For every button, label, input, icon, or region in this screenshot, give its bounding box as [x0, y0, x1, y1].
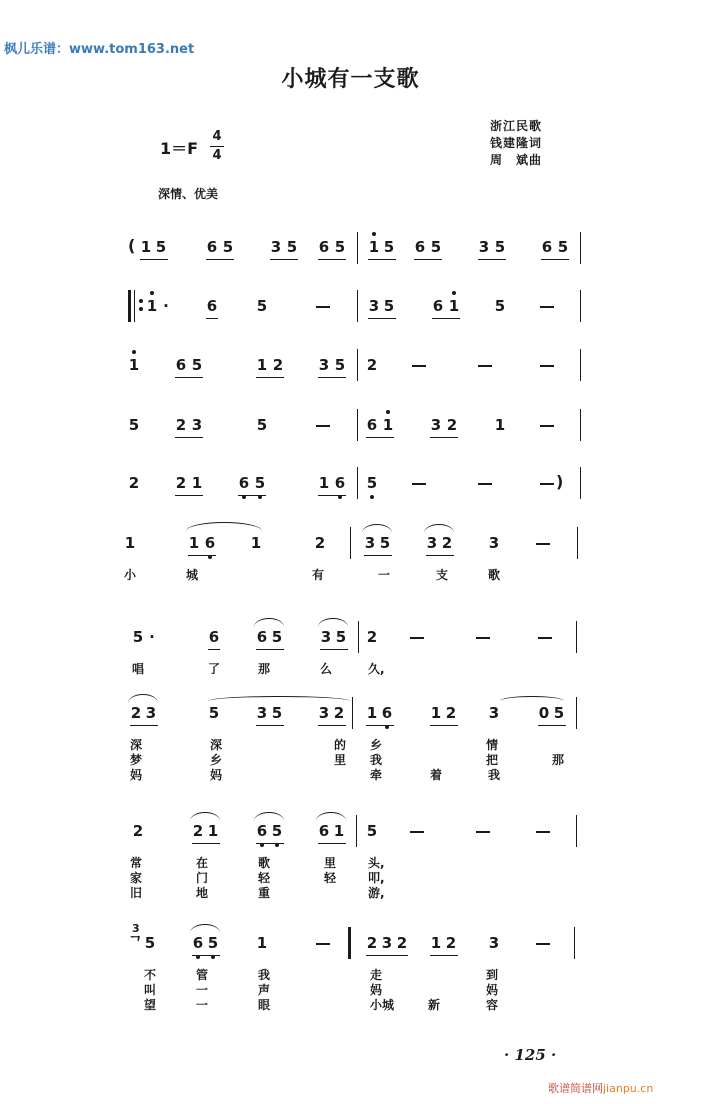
sustain-dash [410, 637, 424, 639]
beam [318, 725, 346, 726]
note: 2 [366, 356, 378, 374]
lyric: 小 [124, 568, 137, 582]
barline [576, 697, 577, 729]
sustain-dash [478, 483, 492, 485]
note: 3 [478, 238, 490, 256]
note: 1 [128, 356, 140, 374]
note: 5 [494, 238, 506, 256]
note: 1 [494, 416, 506, 434]
repeat-dots [139, 297, 143, 313]
note: 5 [553, 704, 565, 722]
credit-origin: 浙江民歌 [490, 119, 543, 133]
sustain-dash [540, 306, 554, 308]
barline [580, 409, 581, 441]
time-sig-denominator: 4 [210, 146, 224, 165]
beam [320, 649, 348, 650]
note: 6 [366, 416, 378, 434]
augmentation-dot: · [149, 628, 155, 646]
beam [541, 259, 569, 260]
beam [430, 725, 458, 726]
lyric: 小城 [370, 998, 395, 1012]
note: 6 [206, 238, 218, 256]
slur [316, 812, 346, 821]
note: 3 [270, 238, 282, 256]
lyric: 唱 [132, 662, 145, 676]
beam [318, 495, 346, 496]
lyric: 乡 [210, 753, 223, 767]
note: 5 [366, 474, 378, 492]
sustain-dash [476, 637, 490, 639]
lyric: 歌 [258, 856, 271, 870]
sustain-dash [316, 425, 330, 427]
beam [366, 955, 408, 956]
repeat-start-thin [134, 290, 135, 322]
note: 2 [128, 474, 140, 492]
note: 6 [256, 822, 268, 840]
sustain-dash [538, 637, 552, 639]
note: 3 [426, 534, 438, 552]
lyric: 了 [208, 662, 221, 676]
note: 6 [206, 297, 218, 315]
note: 6 [175, 356, 187, 374]
note: 3 [191, 416, 203, 434]
lyric: 叩, [368, 871, 385, 885]
lyric: 家 [130, 871, 143, 885]
lyric: 我 [370, 753, 383, 767]
lyric: 管 [196, 968, 209, 982]
note: 3 [318, 356, 330, 374]
lyric: 在 [196, 856, 209, 870]
beam [256, 843, 284, 844]
sustain-dash [540, 365, 554, 367]
lyric: 一 [196, 998, 209, 1012]
slur [318, 618, 348, 627]
note: 5 [207, 934, 219, 952]
note: 2 [445, 934, 457, 952]
note: 2 [130, 704, 142, 722]
note: 5 [256, 297, 268, 315]
note: 2 [396, 934, 408, 952]
note: 6 [318, 822, 330, 840]
barline [580, 467, 581, 499]
note: 5 [128, 416, 140, 434]
note: 2 [192, 822, 204, 840]
note: 3 [488, 704, 500, 722]
barline [577, 527, 578, 559]
tie [208, 696, 350, 701]
slur [254, 618, 284, 627]
note: 2 [366, 934, 378, 952]
lyric: 城 [186, 568, 199, 582]
lyric: 一 [196, 983, 209, 997]
beam [426, 555, 454, 556]
lyric: 梦 [130, 753, 143, 767]
sustain-dash [536, 543, 550, 545]
note: 6 [204, 534, 216, 552]
lyric: 着 [430, 768, 443, 782]
note: 6 [381, 704, 393, 722]
lyric: 新 [428, 998, 441, 1012]
beam [368, 259, 396, 260]
lyric: 情 [486, 738, 499, 752]
sustain-dash [316, 306, 330, 308]
beam [364, 555, 392, 556]
barline [576, 815, 577, 847]
note: 5 [334, 238, 346, 256]
barline [580, 290, 581, 322]
note: 1 [256, 934, 268, 952]
note: 5 [271, 704, 283, 722]
note: 2 [445, 704, 457, 722]
beam [206, 259, 234, 260]
beam [366, 725, 394, 726]
note: 5 [271, 628, 283, 646]
beam [175, 437, 203, 438]
beam [206, 318, 218, 319]
note: 3 [488, 934, 500, 952]
lyric: 把 [486, 753, 499, 767]
credit-lyricist: 钱建隆词 [490, 136, 543, 150]
slur [424, 524, 454, 533]
lyric: 深 [210, 738, 223, 752]
beam [318, 843, 346, 844]
beam [318, 377, 346, 378]
beam [430, 955, 458, 956]
beam [414, 259, 442, 260]
sustain-dash [478, 365, 492, 367]
repeat-start-thick [128, 290, 131, 322]
barline [358, 621, 359, 653]
note: 6 [414, 238, 426, 256]
barline [580, 349, 581, 381]
note: 1 [140, 238, 152, 256]
lyric: 门 [196, 871, 209, 885]
note: 1 [448, 297, 460, 315]
lyric: 歌 [488, 568, 501, 582]
note: 1 [188, 534, 200, 552]
lyric: 走 [370, 968, 383, 982]
lyric: 乡 [370, 738, 383, 752]
lyric: 妈 [130, 768, 143, 782]
time-sig-numerator: 4 [212, 129, 222, 144]
note: 5 [366, 822, 378, 840]
slur [190, 924, 220, 933]
beam [538, 725, 566, 726]
sustain-dash [476, 831, 490, 833]
note: 2 [272, 356, 284, 374]
barline [352, 697, 353, 729]
lyric: 地 [196, 886, 209, 900]
double-barline [348, 927, 351, 959]
sustain-dash [536, 943, 550, 945]
note: 3 [368, 297, 380, 315]
lyric: 重 [258, 886, 271, 900]
lyric: 到 [486, 968, 499, 982]
barline [357, 232, 358, 264]
slur [254, 812, 284, 821]
note: 2 [175, 474, 187, 492]
note: 3 [488, 534, 500, 552]
lyric: 眼 [258, 998, 271, 1012]
credits [490, 118, 542, 169]
time-signature [210, 128, 224, 165]
beam [175, 495, 203, 496]
barline [357, 467, 358, 499]
note: 6 [192, 934, 204, 952]
beam [318, 259, 346, 260]
beam [432, 318, 460, 319]
sustain-dash [316, 943, 330, 945]
note: 6 [541, 238, 553, 256]
lyric: 游, [368, 886, 385, 900]
note: 3 [430, 416, 442, 434]
beam [368, 318, 396, 319]
note: 1 [368, 238, 380, 256]
slur [190, 812, 220, 821]
lyric: 常 [130, 856, 143, 870]
beam [140, 259, 168, 260]
beam [192, 843, 220, 844]
sustain-dash [410, 831, 424, 833]
lyric: 望 [144, 998, 157, 1012]
note: 6 [318, 238, 330, 256]
song-title: 小城有一支歌 [281, 67, 420, 92]
beam [192, 955, 220, 956]
note: 2 [446, 416, 458, 434]
note: 5 [557, 238, 569, 256]
key-signature: 1＝F [160, 139, 199, 158]
slur [362, 524, 392, 533]
lyric: 那 [258, 662, 271, 676]
note: 6 [432, 297, 444, 315]
barline [350, 527, 351, 559]
note: 2 [314, 534, 326, 552]
note: 5 [286, 238, 298, 256]
beam [256, 377, 284, 378]
note: 5 [208, 704, 220, 722]
watermark-domain: jianpu.cn [603, 1082, 654, 1095]
sustain-dash [540, 425, 554, 427]
barline [576, 621, 577, 653]
lyric: 妈 [370, 983, 383, 997]
note: 1 [318, 474, 330, 492]
note: 5 [144, 934, 156, 952]
note: 1 [124, 534, 136, 552]
note: 1 [250, 534, 262, 552]
note: 1 [382, 416, 394, 434]
lyric: 牵 [370, 768, 383, 782]
lyric: 里 [324, 856, 337, 870]
credit-composer: 周 斌曲 [490, 153, 543, 167]
beam [208, 649, 220, 650]
note: 5 [494, 297, 506, 315]
lyric: 妈 [486, 983, 499, 997]
lyric: 我 [488, 768, 501, 782]
note: 0 [538, 704, 550, 722]
lyric: 的 [334, 738, 347, 752]
lyric: 妈 [210, 768, 223, 782]
note: 1 [430, 704, 442, 722]
open-paren: ( [128, 236, 136, 255]
barline [357, 349, 358, 381]
beam [430, 437, 458, 438]
note: 6 [238, 474, 250, 492]
beam [188, 555, 216, 556]
sustain-dash [412, 365, 426, 367]
note: 2 [366, 628, 378, 646]
note: 2 [441, 534, 453, 552]
beam [256, 725, 284, 726]
barline [357, 409, 358, 441]
barline [580, 232, 581, 264]
lyric: 深 [130, 738, 143, 752]
lyric: 么 [320, 662, 333, 676]
beam [238, 495, 266, 496]
lyric: 旧 [130, 886, 143, 900]
watermark-top: 枫儿乐谱：www.tom163.net [4, 42, 195, 57]
beam [366, 437, 394, 438]
lyric: 那 [552, 753, 565, 767]
note: 3 [381, 934, 393, 952]
beam [256, 649, 284, 650]
lyric: 久, [368, 662, 385, 676]
note: 6 [334, 474, 346, 492]
note: 2 [175, 416, 187, 434]
meter-change: 3 [132, 922, 140, 935]
lyric: 我 [258, 968, 271, 982]
beam [270, 259, 298, 260]
note: 5 [254, 474, 266, 492]
note: 2 [132, 822, 144, 840]
note: 1 [430, 934, 442, 952]
note: 3 [318, 704, 330, 722]
barline [357, 290, 358, 322]
note: 5 [379, 534, 391, 552]
note: 5 [383, 238, 395, 256]
close-paren: ) [556, 472, 564, 491]
lyric: 一 [378, 568, 391, 582]
note: 5 [155, 238, 167, 256]
beam [175, 377, 203, 378]
note: 1 [207, 822, 219, 840]
note: 5 [334, 356, 346, 374]
watermark-bottom [548, 1080, 653, 1096]
note: 3 [364, 534, 376, 552]
note: 5 [430, 238, 442, 256]
note: 5 [256, 416, 268, 434]
note: 5 [191, 356, 203, 374]
note: 5 [222, 238, 234, 256]
note: 2 [333, 704, 345, 722]
note: 1 [256, 356, 268, 374]
slur [186, 522, 262, 531]
tempo-marking: 深情、优美 [158, 187, 219, 201]
barline [574, 927, 575, 959]
note: 6 [208, 628, 220, 646]
lyric: 有 [312, 568, 325, 582]
note: 1 [366, 704, 378, 722]
note: 5 [271, 822, 283, 840]
tie [500, 696, 564, 701]
beam [130, 725, 158, 726]
lyric: 容 [486, 998, 499, 1012]
note: 1 [191, 474, 203, 492]
sustain-dash [536, 831, 550, 833]
lyric: 不 [144, 968, 157, 982]
note: 5 [132, 628, 144, 646]
note: 5 [335, 628, 347, 646]
lyric: 支 [436, 568, 449, 582]
note: 3 [145, 704, 157, 722]
beam [478, 259, 506, 260]
note: 1 [146, 297, 158, 315]
sustain-dash [412, 483, 426, 485]
lyric: 轻 [324, 871, 337, 885]
lyric: 轻 [258, 871, 271, 885]
sustain-dash [540, 483, 554, 485]
lyric: 里 [334, 753, 347, 767]
meter-change-mark: ᄀ [128, 934, 143, 952]
lyric: 叫 [144, 983, 157, 997]
note: 3 [256, 704, 268, 722]
note: 5 [383, 297, 395, 315]
lyric: 头, [368, 856, 385, 870]
lyric: 声 [258, 983, 271, 997]
watermark-site: 歌谱简谱网 [548, 1082, 603, 1095]
note: 3 [320, 628, 332, 646]
note: 1 [333, 822, 345, 840]
note: 6 [256, 628, 268, 646]
page-number: · 125 · [504, 1046, 557, 1064]
augmentation-dot: · [163, 297, 169, 315]
barline [356, 815, 357, 847]
slur [128, 694, 158, 703]
